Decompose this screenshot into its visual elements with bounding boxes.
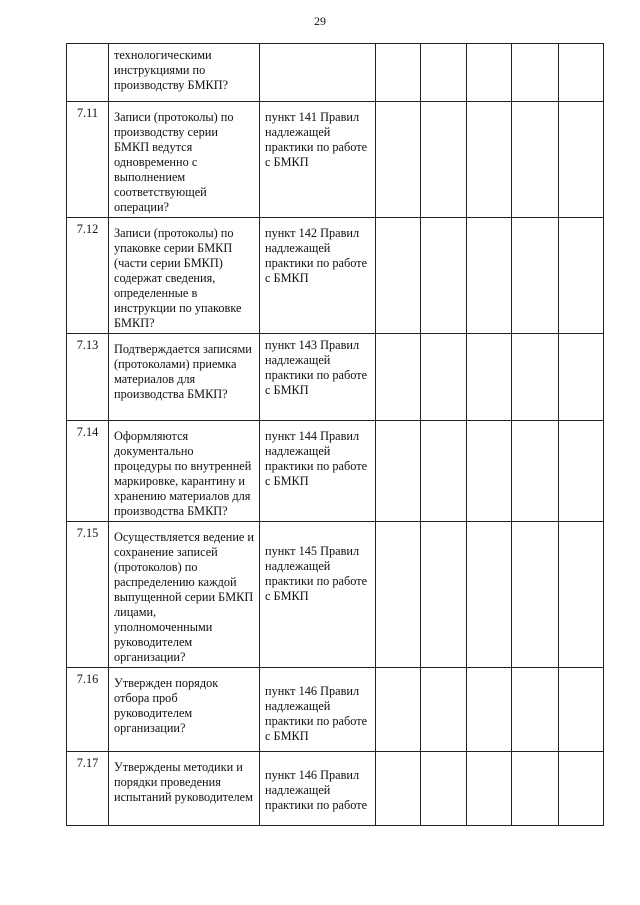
table-row [67,334,604,421]
comment-cell [559,522,604,668]
legal-reference: пункт 144 Правил надлежащей практики по работе с БМКП [260,421,376,522]
item-number: 7.12 [67,218,109,334]
comment-cell [559,44,604,102]
answer-cell [467,334,512,421]
answer-cell [376,334,421,421]
legal-reference: пункт 146 Правил надлежащей практики по работе с БМКП [260,668,376,752]
comment-cell [559,102,604,218]
comment-cell [559,334,604,421]
checklist-table [66,43,604,826]
table-row [67,44,604,102]
comment-cell [559,421,604,522]
item-number [67,44,109,102]
legal-reference: пункт 146 Правил надлежащей практики по работе [260,752,376,826]
requirement-question: Записи (протоколы) по производству серии БМКП ведутся одновременно с выполнением соответствующей операции? [109,102,260,218]
item-number: 7.13 [67,334,109,421]
table-row [67,668,604,752]
answer-cell [421,752,467,826]
answer-cell [467,421,512,522]
item-number: 7.16 [67,668,109,752]
answer-cell [376,522,421,668]
table-row [67,752,604,826]
requirement-question: Утверждены методики и порядки проведения испытаний руководителем [109,752,260,826]
legal-reference: пункт 142 Правил надлежащей практики по работе с БМКП [260,218,376,334]
answer-cell [512,102,559,218]
item-number: 7.17 [67,752,109,826]
answer-cell [376,668,421,752]
answer-cell [512,44,559,102]
answer-cell [512,421,559,522]
answer-cell [467,668,512,752]
answer-cell [421,421,467,522]
answer-cell [421,218,467,334]
answer-cell [467,218,512,334]
item-number: 7.14 [67,421,109,522]
requirement-question: Осуществляется ведение и сохранение записей (протоколов) по распределению каждой выпущенной серии БМКП лицами, уполномоченными руководителем организации? [109,522,260,668]
answer-cell [512,668,559,752]
answer-cell [421,44,467,102]
answer-cell [512,334,559,421]
answer-cell [467,102,512,218]
answer-cell [421,668,467,752]
legal-reference: пункт 143 Правил надлежащей практики по работе с БМКП [260,334,376,421]
answer-cell [467,44,512,102]
table-row [67,102,604,218]
item-number: 7.11 [67,102,109,218]
answer-cell [376,421,421,522]
requirement-question: Подтверждается записями (протоколами) приемка материалов для производства БМКП? [109,334,260,421]
legal-reference: пункт 141 Правил надлежащей практики по работе с БМКП [260,102,376,218]
answer-cell [376,218,421,334]
requirement-question: Записи (протоколы) по упаковке серии БМКП (части серии БМКП) содержат сведения, определенные в инструкции по упаковке БМКП? [109,218,260,334]
item-number: 7.15 [67,522,109,668]
answer-cell [376,102,421,218]
requirement-question: Оформляются документально процедуры по внутренней маркировке, карантину и хранению материалов для производства БМКП? [109,421,260,522]
answer-cell [512,218,559,334]
page-number: 29 [314,14,326,28]
comment-cell [559,218,604,334]
answer-cell [512,752,559,826]
legal-reference [260,44,376,102]
table-row [67,218,604,334]
answer-cell [467,522,512,668]
answer-cell [376,752,421,826]
requirement-question: технологическими инструкциями по производству БМКП? [109,44,260,102]
answer-cell [467,752,512,826]
comment-cell [559,752,604,826]
legal-reference: пункт 145 Правил надлежащей практики по работе с БМКП [260,522,376,668]
table-row [67,522,604,668]
answer-cell [421,522,467,668]
comment-cell [559,668,604,752]
answer-cell [421,334,467,421]
requirement-question: Утвержден порядок отбора проб руководителем организации? [109,668,260,752]
table-row [67,421,604,522]
answer-cell [376,44,421,102]
answer-cell [421,102,467,218]
answer-cell [512,522,559,668]
